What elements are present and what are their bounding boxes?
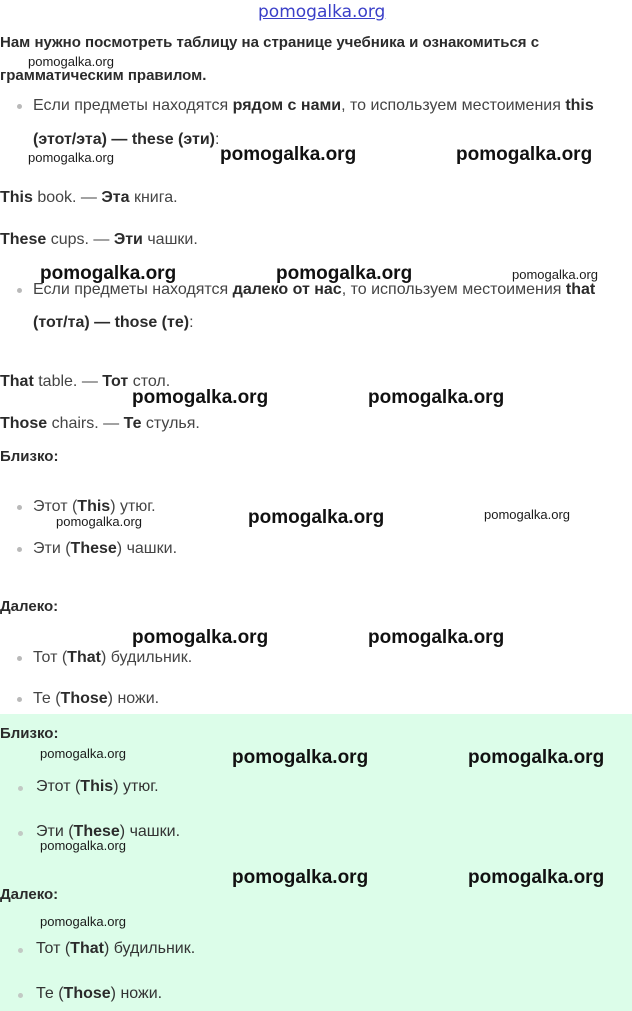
answer-near-heading: Близко: — [0, 725, 59, 742]
watermark-text: pomogalka.org — [132, 387, 269, 408]
bullet-dot — [17, 505, 22, 510]
example-far-1: That table. — Тот стол. — [0, 373, 171, 390]
example-near-2: These cups. — Эти чашки. — [0, 231, 198, 248]
answer-near-item-2: Эти (These) чашки. — [36, 823, 181, 840]
near-item-2: Эти (These) чашки. — [33, 540, 178, 557]
watermark-text: pomogalka.org — [40, 914, 126, 929]
watermark-text: pomogalka.org — [512, 267, 598, 282]
watermark-text: pomogalka.org — [368, 627, 505, 648]
watermark-text: pomogalka.org — [28, 150, 114, 165]
bullet-dot — [17, 656, 22, 661]
far-item-1: Тот (That) будильник. — [33, 649, 193, 666]
watermark-text: pomogalka.org — [232, 867, 369, 888]
answer-far-heading: Далеко: — [0, 886, 59, 903]
watermark-link[interactable]: pomogalka.org — [258, 2, 386, 22]
far-item-2: Те (Those) ножи. — [33, 690, 160, 707]
watermark-text: pomogalka.org — [56, 514, 142, 529]
rule-near-line-1: Если предметы находятся рядом с нами, то используем местоимения this — [33, 97, 594, 114]
watermark-text: pomogalka.org — [40, 263, 177, 284]
watermark-text: pomogalka.org — [28, 54, 114, 69]
bullet-dot — [18, 948, 23, 953]
bullet-dot — [17, 547, 22, 552]
intro-line-2: грамматическим правилом. — [0, 67, 207, 84]
watermark-text: pomogalka.org — [40, 838, 126, 853]
watermark-text: pomogalka.org — [132, 627, 269, 648]
watermark-text: pomogalka.org — [468, 747, 605, 768]
rule-far-line-2: (тот/та) — those (те): — [33, 314, 194, 331]
intro-line-1: Нам нужно посмотреть таблицу на странице учебника и ознакомиться с — [0, 34, 540, 51]
watermark-text: pomogalka.org — [368, 387, 505, 408]
example-near-1: This book. — Эта книга. — [0, 189, 178, 206]
bullet-dot — [18, 786, 23, 791]
far-heading: Далеко: — [0, 598, 59, 615]
bullet-dot — [17, 697, 22, 702]
watermark-text: pomogalka.org — [248, 507, 385, 528]
example-far-2: Those chairs. — Те стулья. — [0, 415, 200, 432]
watermark-text: pomogalka.org — [468, 867, 605, 888]
answer-far-item-2: Те (Those) ножи. — [36, 985, 163, 1002]
watermark-text: pomogalka.org — [232, 747, 369, 768]
watermark-text: pomogalka.org — [220, 144, 357, 165]
near-heading: Близко: — [0, 448, 59, 465]
bullet-dot — [18, 993, 23, 998]
watermark-text: pomogalka.org — [484, 507, 570, 522]
watermark-text: pomogalka.org — [276, 263, 413, 284]
watermark-text: pomogalka.org — [40, 746, 126, 761]
bullet-dot — [18, 831, 23, 836]
answer-near-item-1: Этот (This) утюг. — [36, 778, 159, 795]
answer-far-item-1: Тот (That) будильник. — [36, 940, 196, 957]
watermark-text: pomogalka.org — [456, 144, 593, 165]
bullet-dot — [17, 288, 22, 293]
near-item-1: Этот (This) утюг. — [33, 498, 156, 515]
rule-near-line-2: (этот/эта) — these (эти): — [33, 131, 220, 148]
bullet-dot — [17, 104, 22, 109]
rule-far-line-1: Если предметы находятся далеко от нас, то используем местоимения that — [33, 281, 596, 298]
